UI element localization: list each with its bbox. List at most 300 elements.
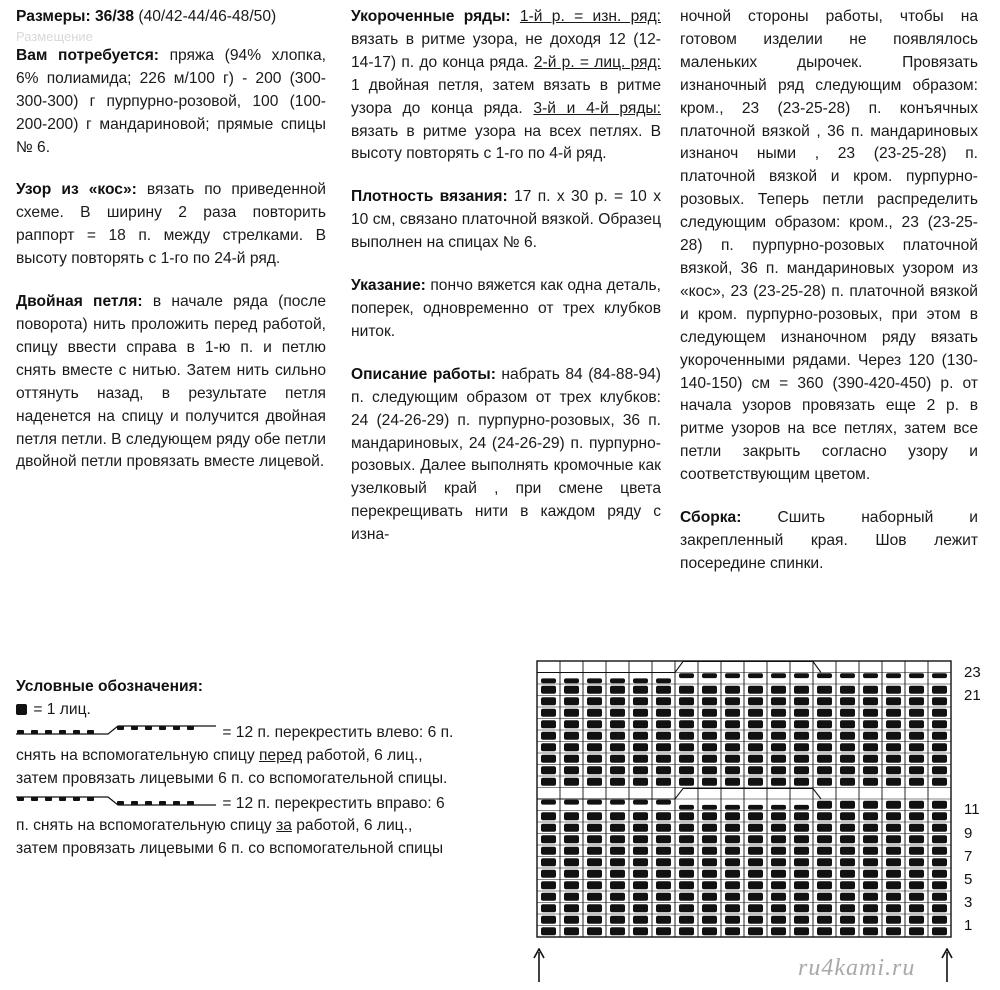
knit-stitch (932, 812, 947, 820)
knit-stitch (679, 870, 694, 878)
row-number-5: 5 (964, 871, 973, 888)
knit-stitch (679, 755, 694, 763)
knit-stitch (656, 824, 671, 832)
knit-stitch (909, 881, 924, 889)
short-row-1-text: вязать в ритме узора, не доходя 12 (12-14-17) п. до конца ряда. (351, 30, 661, 71)
sizes-label: Размеры: 36/38 (16, 8, 135, 25)
pattern-paragraph (16, 179, 326, 271)
knit-stitch (932, 686, 947, 694)
knit-stitch (840, 916, 855, 924)
knit-stitch (771, 893, 786, 901)
cable-left-icon (16, 725, 218, 735)
row-number-3: 3 (964, 894, 973, 911)
knit-stitch (541, 778, 556, 786)
knit-stitch (863, 755, 878, 763)
knit-stitch (679, 673, 694, 678)
knit-stitch (679, 927, 694, 935)
knit-stitch (817, 720, 832, 728)
knit-stitch (794, 720, 809, 728)
knit-stitch (794, 847, 809, 855)
knit-stitch (725, 824, 740, 832)
knit-stitch (840, 673, 855, 678)
knit-stitch (564, 709, 579, 717)
work-label: Описание работы: (351, 365, 496, 383)
knit-stitch (794, 732, 809, 740)
knit-stitch (840, 755, 855, 763)
knit-stitch (771, 686, 786, 694)
knit-stitch (840, 697, 855, 705)
knit-stitch (702, 686, 717, 694)
cable-left-text-b: работой, 6 лиц., затем провязать лицевыми 6 п. со вспомогательной спицы. (16, 746, 448, 787)
knit-stitch (886, 812, 901, 820)
knit-stitch (932, 881, 947, 889)
knit-stitch (610, 870, 625, 878)
knit-stitch (886, 858, 901, 866)
knit-stitch (909, 743, 924, 751)
knit-stitch (886, 732, 901, 740)
knit-stitch (679, 805, 694, 810)
knit-stitch (587, 904, 602, 912)
legend-title: Условные обозначения: (16, 678, 203, 695)
knit-stitch (633, 904, 648, 912)
row-number-23: 23 (964, 664, 981, 681)
knit-stitch (564, 755, 579, 763)
cable-right-underline: за (276, 817, 292, 835)
knit-stitch (794, 686, 809, 694)
knit-stitch (840, 732, 855, 740)
knit-stitch (702, 743, 717, 751)
knit-stitch (564, 870, 579, 878)
pattern-label: Узор из «кос»: (16, 181, 137, 199)
knit-stitch (771, 824, 786, 832)
knit-stitch (679, 916, 694, 924)
knit-stitch (863, 686, 878, 694)
knit-stitch (587, 732, 602, 740)
knit-stitch (587, 697, 602, 705)
knit-stitch (863, 824, 878, 832)
knit-stitch (633, 755, 648, 763)
knit-stitch (771, 709, 786, 717)
knit-stitch (771, 673, 786, 678)
legend-knit-text: = 1 лиц. (33, 700, 91, 718)
knit-stitch (610, 835, 625, 843)
knit-stitch (840, 812, 855, 820)
knit-stitch (817, 812, 832, 820)
knit-stitch (886, 720, 901, 728)
knit-stitch (679, 743, 694, 751)
knit-stitch (702, 916, 717, 924)
assembly-text: Сшить наборный и закрепленный края. Шов лежит посередине спинки. (680, 509, 978, 572)
legend-cable-right (16, 793, 456, 862)
knit-stitch (725, 778, 740, 786)
knit-stitch (610, 720, 625, 728)
knit-stitch (564, 858, 579, 866)
knit-stitch (840, 858, 855, 866)
knit-stitch (656, 732, 671, 740)
knit-stitch (840, 847, 855, 855)
knit-stitch (610, 893, 625, 901)
knit-stitch (702, 824, 717, 832)
knit-stitch (909, 778, 924, 786)
knit-stitch (886, 835, 901, 843)
row-number-9: 9 (964, 825, 973, 842)
knit-stitch (817, 673, 832, 678)
knit-stitch (725, 755, 740, 763)
knit-stitch (771, 720, 786, 728)
knit-stitch (633, 858, 648, 866)
knit-stitch (863, 858, 878, 866)
knit-stitch (633, 927, 648, 935)
knit-stitch (863, 732, 878, 740)
knit-stitch (656, 778, 671, 786)
knit-stitch (633, 686, 648, 694)
knit-stitch (564, 881, 579, 889)
knit-stitch (610, 766, 625, 774)
knit-stitch (817, 858, 832, 866)
knit-stitch (610, 743, 625, 751)
knit-stitch (817, 697, 832, 705)
knit-stitch (863, 927, 878, 935)
knit-stitch (817, 766, 832, 774)
knit-stitch (748, 927, 763, 935)
knit-stitch (725, 893, 740, 901)
knit-stitch (748, 805, 763, 810)
knit-stitch (541, 678, 556, 683)
knit-stitch (748, 732, 763, 740)
sizes-values: (40/42-44/46-48/50) (138, 8, 277, 25)
knit-stitch (564, 847, 579, 855)
knit-stitch (564, 835, 579, 843)
knit-stitch (909, 870, 924, 878)
knit-stitch (587, 916, 602, 924)
knit-stitch (564, 678, 579, 683)
knitting-chart (536, 660, 956, 942)
knit-stitch (748, 686, 763, 694)
knit-stitch (702, 697, 717, 705)
knit-stitch (564, 927, 579, 935)
knit-stitch (817, 881, 832, 889)
knit-stitch (932, 927, 947, 935)
knit-stitch (725, 709, 740, 717)
work-continued-paragraph (680, 6, 978, 487)
knit-stitch (886, 709, 901, 717)
knit-stitch (886, 673, 901, 678)
knit-stitch (656, 755, 671, 763)
knit-stitch (702, 847, 717, 855)
knit-stitch (840, 778, 855, 786)
knit-stitch (541, 686, 556, 694)
knit-stitch (817, 927, 832, 935)
knit-stitch (817, 778, 832, 786)
knit-stitch (702, 778, 717, 786)
knit-stitch (679, 709, 694, 717)
knit-stitch (610, 812, 625, 820)
knit-square-icon (16, 704, 27, 715)
knit-stitch (909, 893, 924, 901)
short-row-2-text: 1 двойная петля, затем вязать в ритме узора до конца ряда. (351, 76, 661, 117)
knit-stitch (863, 743, 878, 751)
knit-stitch (564, 743, 579, 751)
knit-stitch (909, 801, 924, 809)
knit-stitch (771, 870, 786, 878)
knit-stitch (656, 847, 671, 855)
knit-stitch (702, 732, 717, 740)
knit-stitch (656, 720, 671, 728)
knit-stitch (886, 697, 901, 705)
knit-stitch (886, 766, 901, 774)
knit-stitch (794, 870, 809, 878)
knit-stitch (564, 800, 579, 805)
knit-stitch (564, 893, 579, 901)
knit-stitch (656, 686, 671, 694)
knit-stitch (702, 870, 717, 878)
knit-stitch (909, 847, 924, 855)
knit-stitch (633, 766, 648, 774)
knit-stitch (633, 778, 648, 786)
knit-stitch (679, 847, 694, 855)
knit-stitch (794, 835, 809, 843)
knit-stitch (909, 858, 924, 866)
knit-stitch (817, 824, 832, 832)
knit-stitch (817, 847, 832, 855)
knit-stitch (886, 824, 901, 832)
knit-stitch (702, 720, 717, 728)
knit-stitch (679, 720, 694, 728)
knit-stitch (771, 766, 786, 774)
knit-stitch (587, 893, 602, 901)
knit-stitch (610, 755, 625, 763)
materials-text: пряжа (94% хлопка, 6% полиамида; 226 м/100 г) - 200 (300-300-300) г пурпурно-розовой, 100 (100-200-200) г мандариновой; прямые спицы № 6. (16, 46, 327, 156)
knit-stitch (748, 847, 763, 855)
knit-stitch (748, 673, 763, 678)
knit-stitch (564, 812, 579, 820)
assembly-paragraph (680, 507, 978, 576)
knit-stitch (633, 893, 648, 901)
knit-stitch (771, 847, 786, 855)
knit-stitch (541, 870, 556, 878)
knit-stitch (932, 673, 947, 678)
knit-stitch (587, 743, 602, 751)
knit-stitch (679, 766, 694, 774)
knit-stitch (679, 812, 694, 820)
knit-stitch (909, 916, 924, 924)
knit-stitch (587, 778, 602, 786)
knit-stitch (932, 709, 947, 717)
knit-stitch (541, 927, 556, 935)
knit-stitch (840, 881, 855, 889)
knit-stitch (702, 881, 717, 889)
knit-stitch (794, 778, 809, 786)
knit-stitch (656, 835, 671, 843)
knit-stitch (748, 835, 763, 843)
knit-stitch (794, 755, 809, 763)
legend-cable-left (16, 722, 456, 791)
short-rows-paragraph (351, 6, 661, 166)
knit-stitch (610, 686, 625, 694)
knit-stitch (633, 824, 648, 832)
knit-stitch (748, 697, 763, 705)
row-number-7: 7 (964, 848, 973, 865)
knit-stitch (541, 904, 556, 912)
knit-stitch (817, 893, 832, 901)
knit-stitch (748, 709, 763, 717)
knit-stitch (886, 881, 901, 889)
knit-stitch (863, 916, 878, 924)
knit-stitch (817, 870, 832, 878)
knit-stitch (748, 720, 763, 728)
note-paragraph (351, 275, 661, 344)
knit-stitch (863, 778, 878, 786)
work-paragraph (351, 364, 661, 547)
knit-stitch (702, 927, 717, 935)
text-column-3 (680, 6, 978, 596)
row-number-11: 11 (964, 801, 980, 818)
double-stitch-text: в начале ряда (после поворота) нить проложить перед работой, спицу ввести справа в 1-ю п. и петлю снять вместе с нитью. Затем нить сильно оттянуть назад, в результате петля наденется на спицу и получится двойная петля петли. В следующем ряду обе петли двойной петли провязать вместе лицевой. (16, 293, 327, 471)
knit-stitch (771, 881, 786, 889)
knit-stitch (840, 904, 855, 912)
knit-stitch (725, 812, 740, 820)
knit-stitch (633, 678, 648, 683)
cable-left-text-a: = 12 п. перекрестить влево: 6 п. снять на вспомогательную спицу (16, 723, 454, 764)
knit-stitch (863, 847, 878, 855)
knit-stitch (909, 709, 924, 717)
knit-stitch (541, 893, 556, 901)
knit-stitch (863, 720, 878, 728)
note-text: пончо вяжется как одна деталь, поперек, одновременно от трех клубков ниток. (351, 277, 661, 340)
knit-stitch (656, 709, 671, 717)
knit-stitch (840, 686, 855, 694)
knit-stitch (725, 766, 740, 774)
knit-stitch (656, 904, 671, 912)
knit-stitch (610, 678, 625, 683)
knit-stitch (909, 812, 924, 820)
repeat-start-arrow-icon (533, 948, 545, 982)
knit-stitch (725, 743, 740, 751)
knit-stitch (702, 858, 717, 866)
cable-line-mid (537, 789, 821, 800)
knit-stitch (656, 881, 671, 889)
row-number-1: 1 (964, 917, 973, 934)
knit-stitch (587, 800, 602, 805)
knit-stitch (840, 720, 855, 728)
knit-stitch (748, 812, 763, 820)
knit-stitch (587, 870, 602, 878)
knit-stitch (633, 732, 648, 740)
knit-stitch (909, 673, 924, 678)
knit-stitch (909, 686, 924, 694)
cable-right-text-b: работой, 6 лиц., затем провязать лицевыми 6 п. со вспомогательной спицы (16, 817, 444, 858)
knit-stitch (932, 835, 947, 843)
knit-stitch (541, 720, 556, 728)
knit-stitch (932, 697, 947, 705)
knit-stitch (541, 881, 556, 889)
cable-right-icon (16, 796, 218, 806)
knit-stitch (794, 709, 809, 717)
knit-stitch (771, 805, 786, 810)
knit-stitch (863, 835, 878, 843)
knit-stitch (656, 870, 671, 878)
knit-stitch (794, 743, 809, 751)
knit-stitch (794, 766, 809, 774)
short-rows-label: Укороченные ряды: (351, 8, 511, 25)
knit-stitch (909, 720, 924, 728)
knit-stitch (748, 778, 763, 786)
knit-stitch (610, 778, 625, 786)
knit-stitch (610, 904, 625, 912)
knit-stitch (840, 766, 855, 774)
knit-stitch (932, 743, 947, 751)
knit-stitch (633, 812, 648, 820)
knit-stitch (541, 847, 556, 855)
knit-stitch (633, 870, 648, 878)
knit-stitch (748, 893, 763, 901)
knit-stitch (909, 824, 924, 832)
knit-stitch (886, 916, 901, 924)
knit-stitch (702, 893, 717, 901)
cable-right-text-a: = 12 п. перекрестить вправо: 6 п. снять на вспомогательную спицу (16, 794, 445, 835)
knit-stitch (679, 732, 694, 740)
knit-stitch (886, 755, 901, 763)
knit-stitch (564, 697, 579, 705)
knit-stitch (863, 709, 878, 717)
knit-stitch (656, 766, 671, 774)
knit-stitch (886, 778, 901, 786)
knit-stitch (817, 916, 832, 924)
knit-stitch (840, 893, 855, 901)
knit-stitch (541, 835, 556, 843)
gauge-paragraph (351, 186, 661, 255)
knit-stitch (932, 778, 947, 786)
knit-stitch (863, 801, 878, 809)
knit-stitch (610, 697, 625, 705)
knit-stitch (633, 847, 648, 855)
knit-stitch (748, 870, 763, 878)
knit-stitch (794, 927, 809, 935)
double-stitch-paragraph (16, 291, 326, 474)
repeat-end-arrow-icon (941, 948, 953, 982)
knit-stitch (610, 916, 625, 924)
knit-stitch (633, 709, 648, 717)
knit-stitch (679, 778, 694, 786)
knit-stitch (679, 824, 694, 832)
knit-stitch (656, 893, 671, 901)
knit-stitch (886, 904, 901, 912)
knit-stitch (725, 805, 740, 810)
knit-stitch (702, 904, 717, 912)
knit-stitch (564, 766, 579, 774)
knit-stitch (587, 824, 602, 832)
knit-stitch (794, 673, 809, 678)
knit-stitch (863, 812, 878, 820)
knit-stitch (725, 927, 740, 935)
knit-stitch (932, 720, 947, 728)
knit-stitch (886, 893, 901, 901)
pattern-text: вязать по приведенной схеме. В ширину 2 раза повторить раппорт = 18 п. между стрелками. В высоту повторять с 1-го по 24-й ряд. (16, 181, 326, 268)
knit-stitch (725, 697, 740, 705)
knit-stitch (702, 709, 717, 717)
knit-stitch (932, 766, 947, 774)
knit-stitch (771, 743, 786, 751)
knit-stitch (909, 755, 924, 763)
knit-stitch (748, 743, 763, 751)
materials-paragraph (16, 45, 326, 160)
knit-stitch (541, 858, 556, 866)
knit-stitch (932, 858, 947, 866)
knit-stitch (679, 858, 694, 866)
knit-stitch (863, 697, 878, 705)
knit-stitch (541, 697, 556, 705)
knit-stitch (541, 800, 556, 805)
